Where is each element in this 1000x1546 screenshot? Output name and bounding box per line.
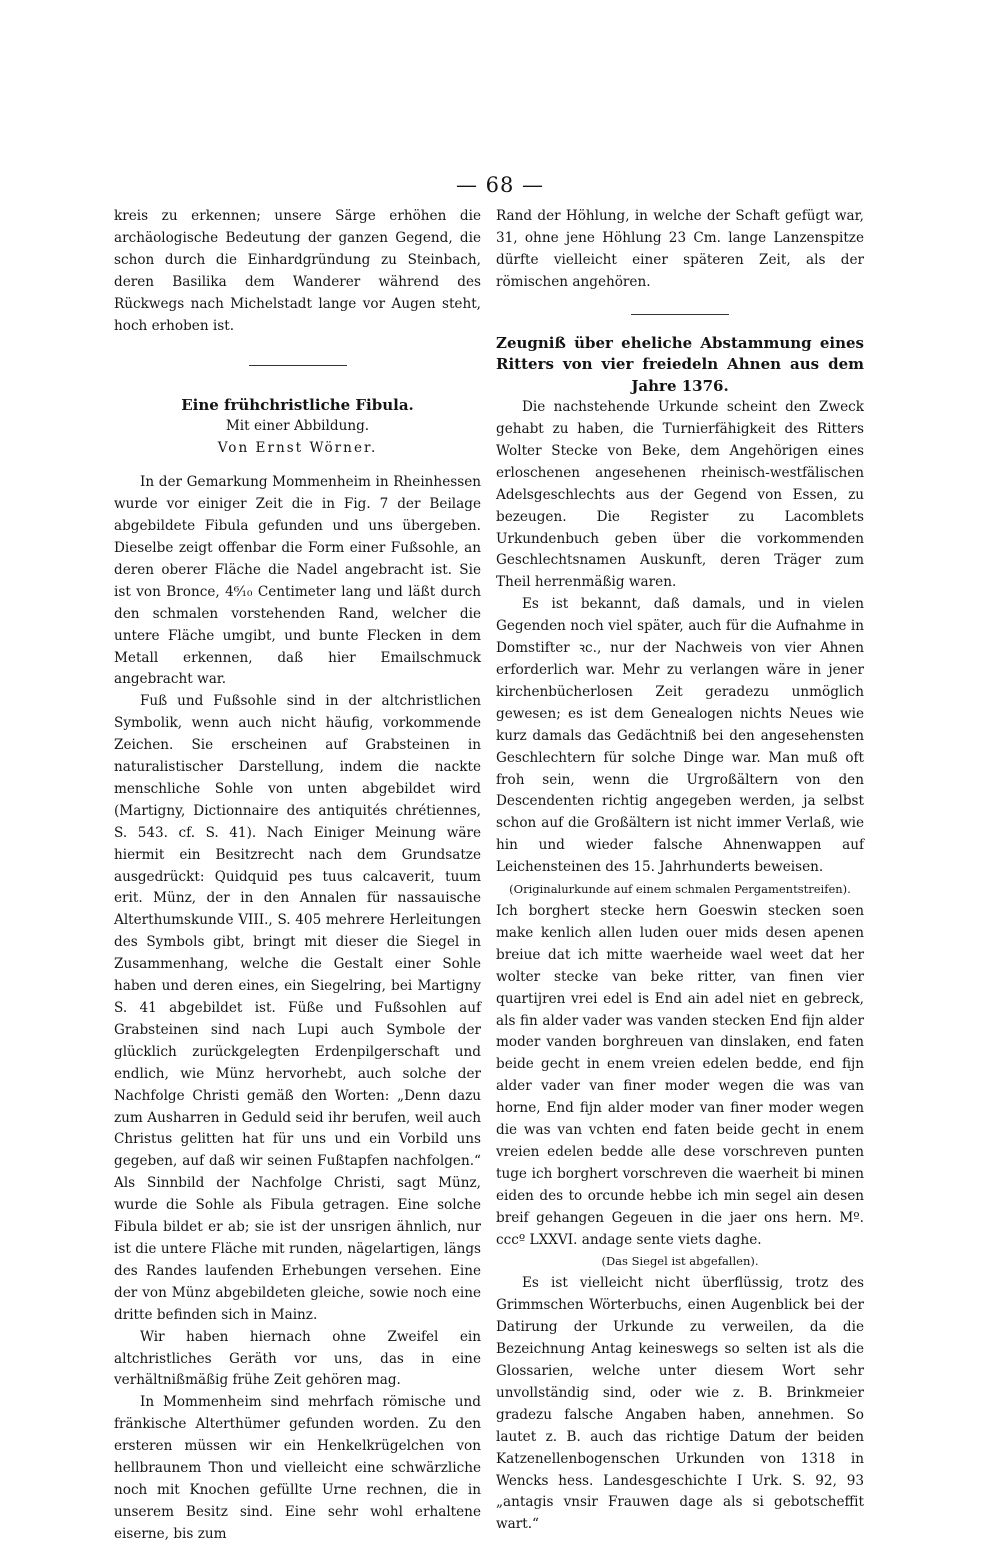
section-divider — [631, 314, 729, 315]
body-paragraph: Die nachstehende Urkunde scheint den Zweck gehabt zu haben, die Turnierfähigkeit des Ritters Wolter Stecke von Beke, dem Angehörigen eines erloschenen angesehenen rheinisch-westfälischen Adelsgeschlechts aus der Gegend von Essen, zu bezeugen. Die Register zu Lacomblets Urkundenbuch geben über die vorkommenden Geschlechtsnamen Auskunft, deren Träger zum Theil herrenmäßig waren. — [496, 399, 864, 591]
body-paragraph: Es ist bekannt, daß damals, und in vielen Gegenden noch viel später, auch für die Aufnahme in Domstifter ꝛc., nur der Nachweis von vier Ahnen erforderlich war. Mehr zu verlangen wäre in jener kirchenbücherlosen Zeit geradezu unmöglich gewesen; es ist dem Genealogen nichts Neues wie kurz damals das Gedächtniß bei den angesehensten Geschlechtern für solche Dinge war. Man muß oft froh sein, wenn die Urgroßältern von den Descendenten richtig angegeben werden, ja selbst schon auf die Großältern ist nicht immer Verlaß, wie hin und wieder falsche Ahnenwappen auf Leichensteinen des 15. Jahrhunderts beweisen. — [496, 596, 864, 876]
article-author: Von Ernst Wörner. — [217, 440, 378, 457]
right-intro-paragraph: Rand der Höhlung, in welche der Schaft gefügt war, 31, ohne jene Höhlung 23 Cm. lange Lanzenspitze dürfte vielleicht einer späteren Zeit, als der römischen angehören. — [496, 208, 864, 290]
article-title: Eine frühchristliche Fibula. — [181, 396, 414, 415]
left-intro-paragraph: kreis zu erkennen; unsere Särge erhöhen die archäologische Bedeutung der ganzen Gegend, die schon durch die Einhardgründung zu Steinbach, deren Basilika dem Wanderer während des Rückwegs nach Michelstadt lange vor Augen steht, hoch erhoben ist. — [114, 208, 481, 334]
seal-note: (Das Siegel ist abgefallen). — [601, 1254, 759, 1269]
body-paragraph: Wir haben hiernach ohne Zweifel ein altchristliches Geräth vor uns, das in eine verhältnißmäßig frühe Zeit gehören mag. — [114, 1328, 481, 1389]
left-column — [114, 206, 481, 1546]
right-column — [496, 206, 864, 1536]
article-title: Zeugniß über eheliche Abstammung eines Ritters von vier freiedeln Ahnen aus dem Jahre 1376. — [496, 333, 864, 395]
body-paragraph: In der Gemarkung Mommenheim in Rheinhessen wurde vor einiger Zeit die in Fig. 7 der Beilage abgebildete Fibula gefunden und uns übergeben. Dieselbe zeigt offenbar die Form einer Fußsohle, an deren oberer Fläche die Nadel angebracht ist. Sie ist von Bronce, 4⁶⁄₁₀ Centimeter lang und läßt durch den schmalen vorstehenden Rand, welcher die untere Fläche umgibt, und bunte Flecken in dem Metall erkennen, daß hier Emailschmuck angebracht war. — [114, 474, 481, 688]
section-divider — [249, 365, 347, 366]
body-paragraph: In Mommenheim sind mehrfach römische und fränkische Alterthümer gefunden worden. Zu den ersteren müssen wir ein Henkelkrügelchen von hellbraunem Thon und vielleicht eine schwärzliche noch mit Knochen gefüllte Urne rechnen, die in unserem Besitz sind. Eine sehr wohl erhaltene eiserne, bis zum — [114, 1394, 481, 1542]
article-subtitle: Mit einer Abbildung. — [225, 418, 370, 435]
charter-text: Ich borghert stecke hern Goeswin stecken soen make kenlich allen luden ouer mids desen apenen breiue dat ich mitte waerheide wael weet dat her wolter stecke van beke ritter, van finen vier quartijren vrei edel is End ain adel niet en gebreck, als fin alder vader was vanden stecken End fijn alder moder vanden borghreuen van dinslaken, end faten beide gecht in enem vreien edelen bedde, end fijn alder vader van finer moder wegen die was van horne, End fijn alder moder van finer moder wegen die was van vchten end faten beide gecht in enem vreien edelen bedde alle dese vorschreven punten tuge ich borghert vorschreven die waerheit bi minen eiden des to orcunde hebbe ich min segel ain desen breif gehangen Gegeuen in die jaer ons hern. Mº. cccº LXXVI. andage sente viets daghe. — [496, 902, 864, 1248]
body-paragraph: Fuß und Fußsohle sind in der altchristlichen Symbolik, wenn auch nicht häufig, vorkommende Zeichen. Sie erscheinen auf Grabsteinen in naturalistischer Darstellung, indem die nackte menschliche Sohle von unten abgebildet wird (Martigny, Dictionnaire des antiquités chrétiennes, S. 543. cf. S. 41). Nach Einiger Meinung wäre hiermit ein Besitzrecht nach dem Grundsatze ausgedrückt: Quidquid pes tuus calcaverit, tuum erit. Münz, der in den Annalen für nassauische Alterthumskunde VIII., S. 405 mehrere Herleitungen des Symbols gibt, bringt mit dieser die Siegel in Zusammenhang, welche die Gestalt einer Sohle haben und deren eines, ein Siegelring, bei Martigny S. 41 abgebildet ist. Füße und Fußsohlen auf Grabsteinen sind nach Lupi auch Symbole der glücklich zurückgelegten Erdenpilgerschaft und endlich, wie Münz hervorhebt, auch solche der Nachfolge Christi gemäß den Worten: „Denn dazu zum Ausharren in Geduld seid ihr berufen, weil auch Christus gelitten hat für uns und ein Vorbild uns gegeben, auf daß wir seinen Fußtapfen nachfolgen.“ Als Sinnbild der Nachfolge Christi, sagt Münz, wurde die Sohle als Fibula getragen. Eine solche Fibula bildet er ab; sie ist der unsrigen ähnlich, nur ist die untere Fläche mit runden, nägelartigen, längs des Randes laufenden Erhebungen versehen. Eine der von Münz abgebildeten gleiche, sowie noch eine dritte befinden sich in Mainz. — [114, 693, 481, 1323]
page-number: — 68 — — [455, 173, 545, 197]
body-paragraph: Es ist vielleicht nicht überflüssig, trotz des Grimmschen Wörterbuchs, einen Augenblick bei der Datirung der Urkunde zu verweilen, da die Bezeichnung Antag keineswegs so selten ist als die Glossarien, welche unter diesem Wort sehr unvollständig sind, oder wie z. B. Brinkmeier gradezu falsche Angaben haben, annehmen. So lautet z. B. auch das richtige Datum der beiden Katzenellenbogenschen Urkunden von 1318 in Wencks hess. Landesgeschichte I Urk. S. 92, 93 „antagis vnsir Frauwen dage als si gebotscheffit wart.“ — [496, 1275, 864, 1533]
source-note: (Originalurkunde auf einem schmalen Pergamentstreifen). — [509, 882, 851, 897]
